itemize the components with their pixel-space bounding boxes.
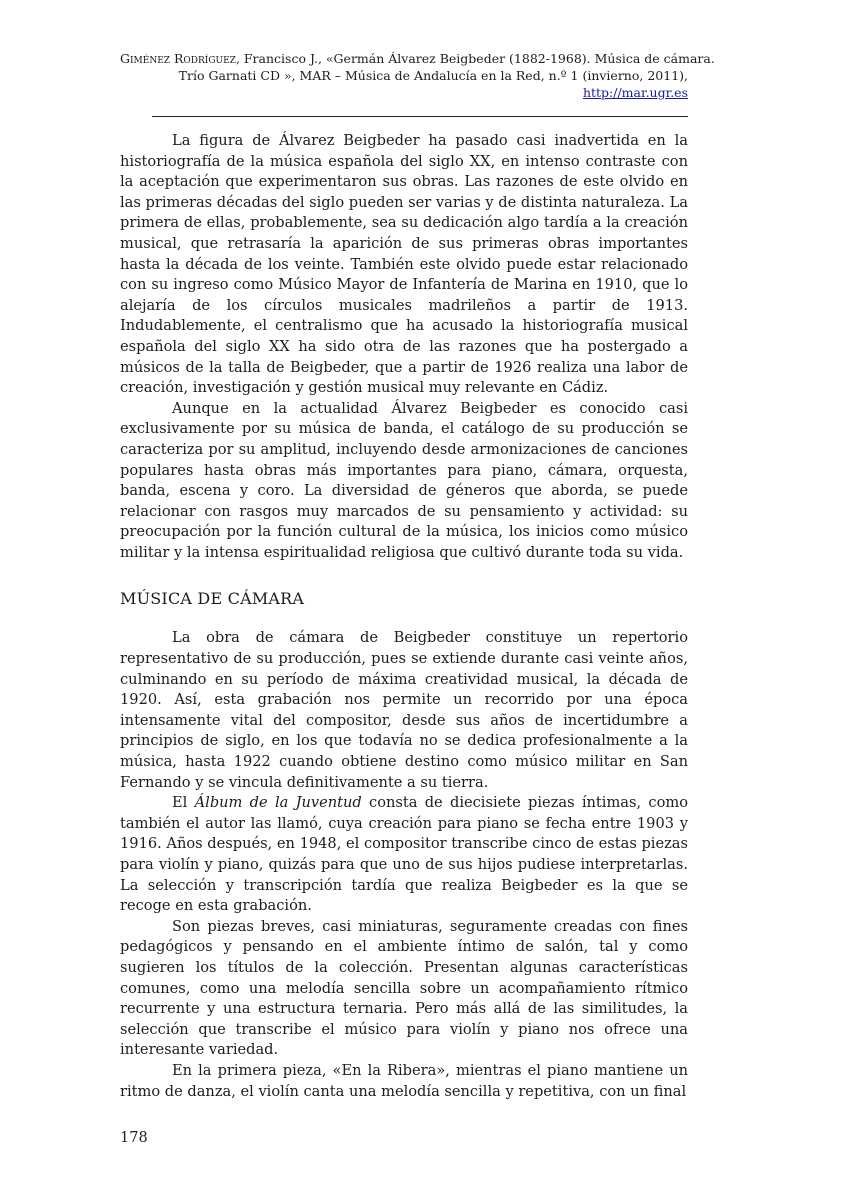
paragraph: Aunque en la actualidad Álvarez Beigbeder es conocido casi exclusivamente por su música de banda, el catálogo de su producción se caracteriza por su amplitud, incluyendo desde armonizaciones de canciones populares hasta obras más importantes para piano, cámara, orquesta, banda, escena y coro. La diversidad de géneros que aborda, se puede relacionar con rasgos muy marcados de su pensamiento y actividad: su preocupación por la función cultural de la música, los inicios como músico militar y la intensa espiritualidad religiosa que cultivó durante toda su vida. — [120, 399, 688, 561]
header-citation-line-1 — [120, 50, 715, 67]
paragraph: Son piezas breves, casi miniaturas, seguramente creadas con fines pedagógicos y pensando en el ambiente íntimo de salón, tal y como sugieren los títulos de la colección. Presentan algunas características comunes, como una melodía sencilla sobre un acompañamiento rítmico recurrente y una estructura ternaria. Pero más allá de las similitudes, la selección que transcribe el músico para violín y piano nos ofrece una interesante variedad. — [120, 917, 688, 1059]
paragraph-text: consta de diecisiete piezas íntimas, como también el autor las llamó, cuya creación para piano se fecha entre 1903 y 1916. Años después, en 1948, el compositor transcribe cinco de estas piezas para violín y piano, quizás para que uno de sus hijos pudiese interpretarlas. La selección y transcripción tardía que realiza Beigbeder es la que se recoge en esta grabación. — [120, 794, 688, 915]
section-body — [120, 628, 688, 1102]
paragraph — [120, 793, 688, 917]
paragraph: La obra de cámara de Beigbeder constituye un repertorio representativo de su producción, pues se extiende durante casi veinte años, culminando en su período de máxima creatividad musical, la década de 1920. Así, esta grabación nos permite un recorrido por una época intensamente vital del compositor, desde sus años de incertidumbre a principios de siglo, en los que todavía no se dedica profesionalmente a la música, hasta 1922 cuando obtiene destino como músico militar en San Fernando y se vincula definitivamente a su tierra. — [120, 629, 688, 791]
work-title: Álbum de la Juventud — [194, 794, 362, 812]
header-citation-title: , Francisco J., «Germán Álvarez Beigbeder (1882-1968). Música de cámara. — [235, 51, 715, 66]
paragraph-lead: El — [172, 794, 195, 812]
section-heading: MÚSICA DE CÁMARA — [120, 589, 305, 609]
header-citation-line-2: Trío Garnati CD », MAR – Música de Andalucía en la Red, n.º 1 (invierno, 2011), — [178, 68, 688, 83]
running-header — [120, 50, 715, 101]
paragraph: La figura de Álvarez Beigbeder ha pasado casi inadvertida en la historiografía de la música española del siglo XX, en intenso contraste con la aceptación que experimentaron sus obras. Las razones de este olvido en las primeras décadas del siglo pueden ser varias y de distinta naturaleza. La primera de ellas, probablemente, sea su dedicación algo tardía a la creación musical, que retrasaría la aparición de sus primeras obras importantes hasta la década de los veinte. También este olvido puede estar relacionado con su ingreso como Músico Mayor de Infantería de Marina en 1910, que lo alejaría de los círculos musicales madrileños a partir de 1913. Indudablemente, el centralismo que ha acusado la historiografía musical española del siglo XX ha sido otra de las razones que ha postergado a músicos de la talla de Beigbeder, que a partir de 1926 realiza una labor de creación, investigación y gestión musical muy relevante en Cádiz. — [120, 132, 688, 397]
header-author: Giménez Rodríguez — [120, 51, 236, 66]
header-url-link[interactable]: http://mar.ugr.es — [582, 85, 688, 100]
header-rule — [152, 116, 688, 117]
page-number: 178 — [120, 1130, 148, 1146]
paragraph: En la primera pieza, «En la Ribera», mientras el piano mantiene un ritmo de danza, el violín canta una melodía sencilla y repetitiva, con un final — [120, 1061, 688, 1100]
main-text — [120, 131, 688, 1102]
